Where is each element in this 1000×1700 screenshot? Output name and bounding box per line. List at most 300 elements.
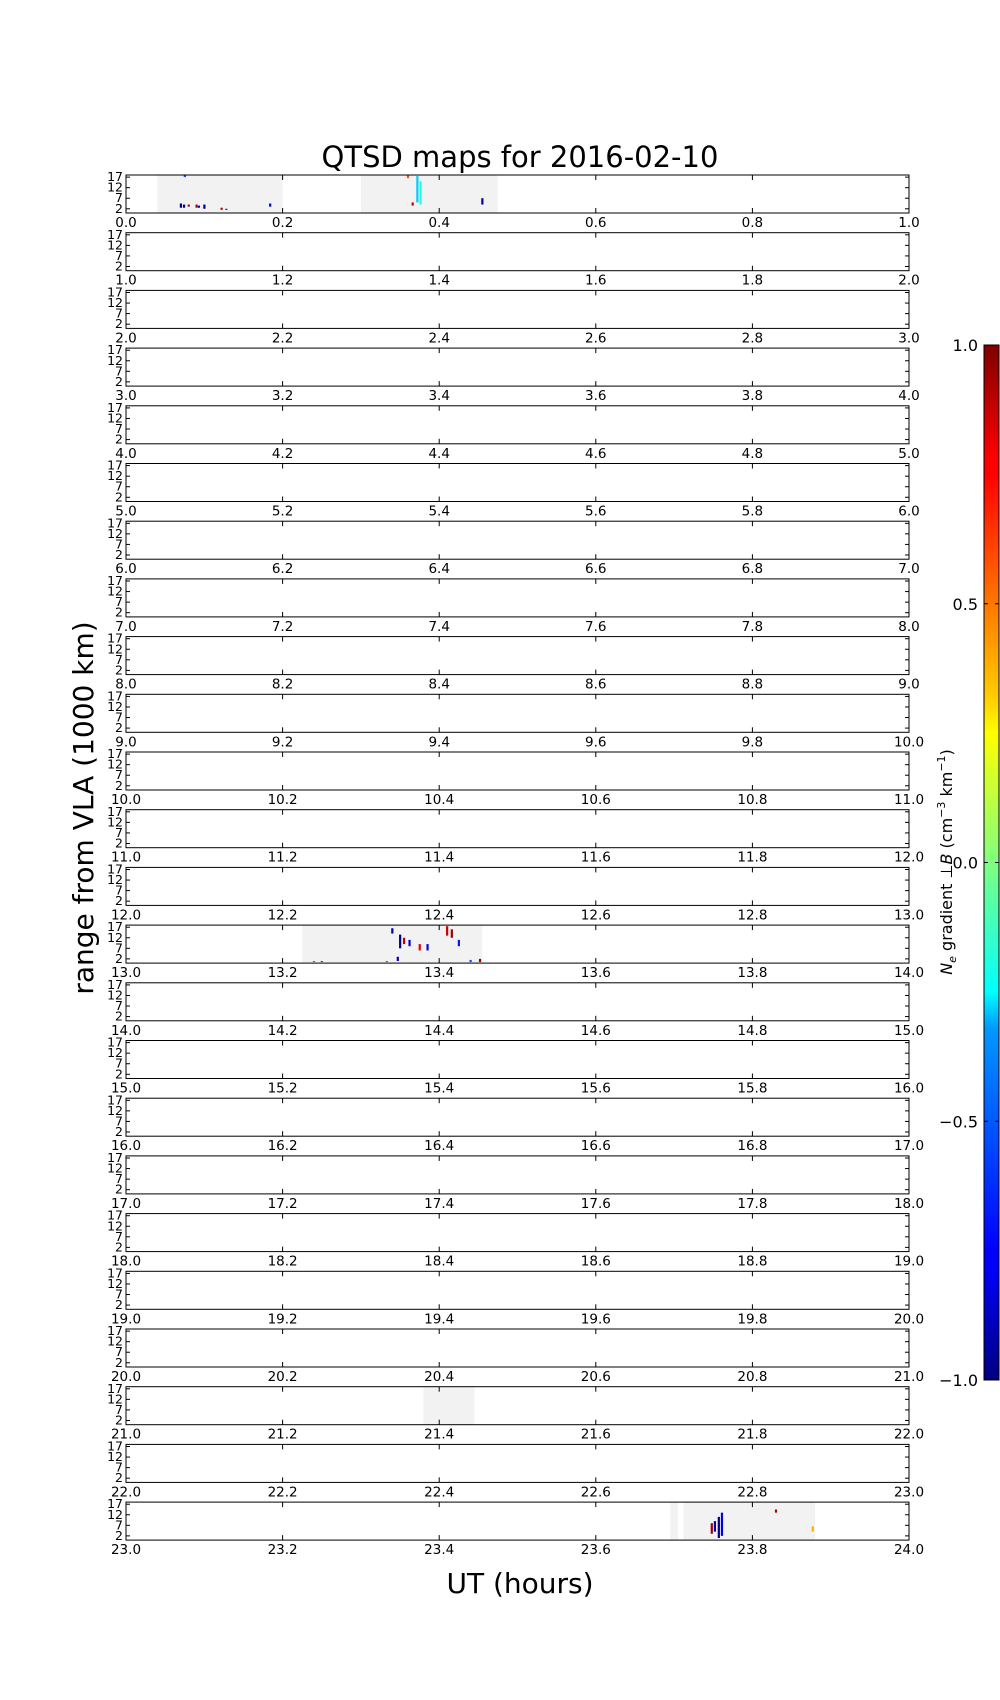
data-feature <box>180 204 182 208</box>
x-tick-label: 4.2 <box>271 445 294 462</box>
data-feature <box>386 961 388 962</box>
data-feature <box>458 940 460 946</box>
x-tick-label: 0.2 <box>271 215 294 231</box>
y-tick-label: 17 <box>107 1092 123 1108</box>
y-tick-label: 7 <box>115 594 123 610</box>
y-tick-label: 7 <box>115 998 123 1014</box>
x-tick-label: 8.0 <box>115 676 137 693</box>
data-feature <box>195 205 197 208</box>
x-tick-label: 22.6 <box>580 1484 611 1501</box>
panel-frame <box>126 1214 909 1252</box>
x-tick-label: 2.2 <box>271 330 294 347</box>
y-tick-label: 12 <box>107 352 123 368</box>
y-tick-label: 12 <box>107 814 123 830</box>
x-tick-label: 2.0 <box>898 272 920 289</box>
panel-frame <box>126 637 909 675</box>
x-tick-label: 21.8 <box>737 1426 768 1443</box>
data-feature <box>718 1517 720 1538</box>
x-tick-label: 20.0 <box>110 1369 142 1385</box>
data-feature <box>198 206 200 208</box>
x-tick-label: 3.2 <box>271 388 294 405</box>
x-tick-label: 19.0 <box>893 1253 925 1270</box>
panel-14 <box>107 977 924 1039</box>
y-tick-label: 12 <box>107 929 123 945</box>
x-tick-label: 14.0 <box>110 1022 142 1039</box>
data-feature <box>188 205 190 207</box>
x-tick-label: 14.4 <box>424 1022 455 1039</box>
panel-13 <box>107 919 924 981</box>
x-tick-label: 15.4 <box>424 1080 455 1097</box>
y-tick-label: 7 <box>115 363 123 379</box>
x-tick-label: 1.4 <box>428 272 450 289</box>
x-tick-label: 18.0 <box>110 1253 142 1270</box>
x-tick-label: 24.0 <box>893 1542 925 1559</box>
x-tick-label: 15.8 <box>737 1080 768 1097</box>
x-tick-label: 9.8 <box>741 734 764 751</box>
data-feature <box>419 944 421 950</box>
panel-frame <box>126 867 909 905</box>
data-feature <box>812 1526 814 1531</box>
y-tick-label: 17 <box>107 226 123 242</box>
x-tick-label: 11.8 <box>737 849 768 866</box>
data-feature <box>711 1523 713 1534</box>
x-tick-label: 4.8 <box>741 445 764 462</box>
x-tick-label: 18.0 <box>893 1195 925 1212</box>
x-tick-label: 18.4 <box>424 1253 455 1270</box>
x-tick-label: 8.8 <box>741 676 764 693</box>
x-tick-label: 16.2 <box>267 1138 298 1155</box>
x-tick-label: 6.2 <box>271 561 294 578</box>
y-tick-label: 2 <box>115 720 123 736</box>
x-tick-label: 21.0 <box>110 1426 142 1443</box>
x-tick-label: 6.6 <box>585 561 607 578</box>
y-tick-label: 2 <box>115 546 123 562</box>
x-tick-label: 7.2 <box>271 618 294 635</box>
y-tick-label: 7 <box>115 478 123 494</box>
y-tick-label: 7 <box>115 421 123 437</box>
panel-4 <box>107 400 920 462</box>
y-tick-label: 17 <box>107 169 123 185</box>
y-tick-label: 12 <box>107 179 123 195</box>
y-tick-label: 17 <box>107 1380 123 1396</box>
panel-17 <box>107 1150 924 1212</box>
colorbar-tick-label: 0.0 <box>952 853 978 873</box>
x-tick-label: 19.6 <box>580 1311 611 1328</box>
x-tick-label: 5.8 <box>741 503 764 520</box>
y-tick-label: 2 <box>115 1239 123 1255</box>
x-tick-label: 23.2 <box>267 1542 298 1559</box>
x-tick-label: 11.6 <box>580 849 611 866</box>
y-tick-label: 2 <box>115 1123 123 1139</box>
x-tick-label: 15.0 <box>110 1080 142 1097</box>
y-tick-label: 12 <box>107 468 123 484</box>
data-feature <box>269 204 271 207</box>
panel-1 <box>107 227 920 289</box>
x-tick-label: 18.2 <box>267 1253 298 1270</box>
y-tick-label: 7 <box>115 247 123 263</box>
panel-7 <box>107 573 920 635</box>
data-feature <box>225 209 227 210</box>
data-feature <box>408 940 410 946</box>
y-tick-label: 17 <box>107 515 123 531</box>
x-tick-label: 3.0 <box>115 388 137 405</box>
x-tick-label: 10.4 <box>424 792 455 808</box>
x-tick-label: 9.6 <box>585 734 607 751</box>
y-tick-label: 7 <box>115 190 123 206</box>
y-tick-label: 17 <box>107 919 123 935</box>
y-tick-label: 2 <box>115 777 123 793</box>
data-feature <box>419 181 421 204</box>
y-tick-label: 17 <box>107 976 123 992</box>
x-tick-label: 20.2 <box>267 1369 298 1385</box>
x-tick-label: 19.8 <box>737 1311 768 1328</box>
panel-frame <box>126 925 909 963</box>
x-tick-label: 2.6 <box>585 330 607 347</box>
panel-15 <box>107 1035 924 1097</box>
y-tick-label: 17 <box>107 342 123 358</box>
panel-19 <box>107 1265 924 1327</box>
x-tick-label: 0.4 <box>428 215 450 231</box>
y-tick-label: 2 <box>115 431 123 447</box>
x-tick-label: 3.8 <box>741 388 764 405</box>
y-tick-label: 2 <box>115 316 123 332</box>
x-tick-label: 10.2 <box>267 792 298 808</box>
chart-title: QTSD maps for 2016-02-10 <box>321 140 719 174</box>
x-tick-label: 9.4 <box>428 734 450 751</box>
y-tick-label: 7 <box>115 1171 123 1187</box>
x-tick-label: 18.8 <box>737 1253 768 1270</box>
y-tick-label: 12 <box>107 1449 123 1465</box>
x-tick-label: 6.8 <box>741 561 764 578</box>
x-tick-label: 1.2 <box>271 272 294 289</box>
panel-frame <box>126 1098 909 1136</box>
x-tick-label: 8.0 <box>898 618 920 635</box>
y-tick-label: 7 <box>115 1459 123 1475</box>
y-tick-label: 7 <box>115 767 123 783</box>
y-tick-label: 12 <box>107 1045 123 1061</box>
x-tick-label: 10.6 <box>580 792 611 808</box>
coverage-block <box>157 175 282 213</box>
data-feature <box>479 959 481 962</box>
x-tick-label: 2.4 <box>428 330 450 347</box>
y-tick-label: 2 <box>115 1181 123 1197</box>
panel-6 <box>107 515 920 577</box>
x-tick-label: 16.4 <box>424 1138 455 1155</box>
data-feature <box>481 198 483 204</box>
x-tick-label: 12.2 <box>267 907 298 924</box>
y-tick-label: 2 <box>115 200 123 216</box>
x-tick-label: 12.0 <box>110 907 142 924</box>
panel-frame <box>126 752 909 790</box>
x-tick-label: 9.0 <box>115 734 137 751</box>
x-tick-label: 6.0 <box>115 561 137 578</box>
data-feature <box>416 176 418 202</box>
x-tick-label: 4.4 <box>428 445 450 462</box>
x-tick-label: 17.4 <box>424 1195 455 1212</box>
y-tick-label: 12 <box>107 1160 123 1176</box>
x-tick-label: 7.6 <box>585 618 607 635</box>
x-tick-label: 0.6 <box>585 215 607 231</box>
x-tick-label: 12.6 <box>580 907 611 924</box>
panel-frame <box>126 983 909 1021</box>
y-tick-label: 12 <box>107 237 123 253</box>
y-tick-label: 12 <box>107 1391 123 1407</box>
panel-frame <box>126 1444 909 1482</box>
y-tick-label: 7 <box>115 1286 123 1302</box>
data-feature <box>183 205 185 208</box>
x-tick-label: 21.2 <box>267 1426 298 1443</box>
x-tick-label: 23.8 <box>737 1542 768 1559</box>
y-tick-label: 2 <box>115 1008 123 1024</box>
y-tick-label: 7 <box>115 1517 123 1533</box>
colorbar-tick-label: −1.0 <box>939 1371 978 1390</box>
x-tick-label: 13.4 <box>424 965 455 982</box>
x-tick-label: 13.6 <box>580 965 611 982</box>
y-tick-label: 2 <box>115 604 123 620</box>
panel-12 <box>107 862 924 924</box>
panel-22 <box>107 1439 924 1501</box>
y-tick-label: 17 <box>107 1496 123 1512</box>
x-tick-label: 19.4 <box>424 1311 455 1328</box>
x-tick-label: 15.6 <box>580 1080 611 1097</box>
y-tick-label: 12 <box>107 987 123 1003</box>
y-tick-label: 12 <box>107 872 123 888</box>
panel-frame <box>126 1156 909 1194</box>
x-tick-label: 2.0 <box>115 330 137 347</box>
y-tick-label: 2 <box>115 1470 123 1486</box>
y-tick-label: 17 <box>107 573 123 589</box>
colorbar-tick-label: 0.5 <box>952 594 978 614</box>
y-tick-label: 17 <box>107 1150 123 1166</box>
y-tick-label: 17 <box>107 861 123 877</box>
x-tick-label: 2.8 <box>741 330 764 347</box>
x-tick-label: 8.4 <box>428 676 450 693</box>
data-feature <box>397 957 399 961</box>
x-axis-label: UT (hours) <box>446 1567 594 1600</box>
x-tick-label: 11.2 <box>267 849 298 866</box>
panel-9 <box>107 688 924 750</box>
y-tick-label: 7 <box>115 651 123 667</box>
x-tick-label: 17.6 <box>580 1195 611 1212</box>
x-tick-label: 3.0 <box>898 330 920 347</box>
y-tick-label: 17 <box>107 688 123 704</box>
y-tick-label: 17 <box>107 630 123 646</box>
x-tick-label: 14.2 <box>267 1022 298 1039</box>
panel-3 <box>107 342 920 404</box>
colorbar-tick-label: 1.0 <box>952 336 978 355</box>
data-feature <box>403 938 405 944</box>
y-tick-label: 2 <box>115 1066 123 1082</box>
y-tick-label: 12 <box>107 1102 123 1118</box>
x-tick-label: 13.2 <box>267 965 298 982</box>
y-tick-label: 12 <box>107 1218 123 1234</box>
y-axis-label: range from VLA (1000 km) <box>67 621 100 995</box>
x-tick-label: 20.4 <box>424 1369 455 1385</box>
panel-frame <box>126 464 909 502</box>
colorbar <box>935 336 999 1390</box>
x-tick-label: 5.0 <box>898 445 920 462</box>
data-feature <box>470 960 472 962</box>
x-tick-label: 10.0 <box>893 734 925 751</box>
x-tick-label: 5.4 <box>428 503 450 520</box>
data-feature <box>407 175 409 178</box>
x-tick-label: 21.4 <box>424 1426 455 1443</box>
x-tick-label: 5.0 <box>115 503 137 520</box>
y-tick-label: 17 <box>107 399 123 415</box>
panel-2 <box>107 285 920 347</box>
x-tick-label: 12.0 <box>893 849 925 866</box>
data-feature <box>714 1521 716 1532</box>
x-tick-label: 9.2 <box>271 734 294 751</box>
y-tick-label: 17 <box>107 457 123 473</box>
colorbar-label: $N_e$ gradient ⊥B ($cm^{-3}$ $km^{-1}$) <box>935 749 959 975</box>
y-tick-label: 7 <box>115 1401 123 1417</box>
x-tick-label: 14.0 <box>893 965 925 982</box>
x-tick-label: 3.6 <box>585 388 607 405</box>
panel-frame <box>126 406 909 444</box>
x-tick-label: 4.0 <box>115 445 137 462</box>
x-tick-label: 17.0 <box>110 1195 142 1212</box>
x-tick-label: 14.6 <box>580 1022 611 1039</box>
x-tick-label: 5.2 <box>271 503 294 520</box>
x-tick-label: 19.0 <box>110 1311 142 1328</box>
colorbar-tick-label: −0.5 <box>939 1112 978 1132</box>
x-tick-label: 19.2 <box>267 1311 298 1328</box>
x-tick-label: 13.8 <box>737 965 768 982</box>
x-tick-label: 4.0 <box>898 388 920 405</box>
x-tick-label: 0.0 <box>115 215 137 231</box>
panel-18 <box>107 1208 924 1270</box>
x-tick-label: 5.6 <box>585 503 607 520</box>
x-tick-label: 16.6 <box>580 1138 611 1155</box>
data-feature <box>221 208 223 210</box>
x-tick-label: 7.0 <box>898 561 920 578</box>
x-tick-label: 20.6 <box>580 1369 611 1385</box>
y-tick-label: 12 <box>107 641 123 657</box>
x-tick-label: 17.8 <box>737 1195 768 1212</box>
panel-23 <box>107 1496 924 1558</box>
x-tick-label: 8.6 <box>585 676 607 693</box>
y-tick-label: 17 <box>107 803 123 819</box>
x-tick-label: 11.4 <box>424 849 455 866</box>
x-tick-label: 21.6 <box>580 1426 611 1443</box>
y-tick-label: 17 <box>107 1323 123 1339</box>
y-tick-label: 2 <box>115 489 123 505</box>
x-tick-label: 7.4 <box>428 618 450 635</box>
data-feature <box>399 935 401 949</box>
x-tick-label: 7.0 <box>115 618 137 635</box>
panel-frame <box>126 1041 909 1079</box>
y-tick-label: 2 <box>115 950 123 966</box>
data-feature <box>391 928 393 933</box>
panel-frame <box>126 233 909 271</box>
panel-5 <box>107 458 920 520</box>
y-tick-label: 7 <box>115 940 123 956</box>
panel-frame <box>126 521 909 559</box>
x-tick-label: 6.0 <box>898 503 920 520</box>
x-tick-label: 22.4 <box>424 1484 455 1501</box>
y-tick-label: 7 <box>115 1055 123 1071</box>
y-tick-label: 7 <box>115 1228 123 1244</box>
x-tick-label: 15.2 <box>267 1080 298 1097</box>
data-feature <box>721 1513 723 1536</box>
data-feature <box>446 926 448 936</box>
coverage-block <box>424 1387 475 1425</box>
x-tick-label: 20.0 <box>893 1311 925 1328</box>
x-tick-label: 23.0 <box>893 1484 925 1501</box>
x-tick-label: 8.2 <box>271 676 294 693</box>
x-tick-label: 10.8 <box>737 792 768 808</box>
panel-frame <box>126 810 909 848</box>
x-tick-label: 17.2 <box>267 1195 298 1212</box>
panel-0 <box>107 169 920 231</box>
panel-16 <box>107 1092 924 1154</box>
x-tick-label: 3.4 <box>428 388 450 405</box>
x-tick-label: 1.8 <box>741 272 764 289</box>
y-tick-label: 17 <box>107 746 123 762</box>
y-tick-label: 12 <box>107 1506 123 1522</box>
x-tick-label: 4.6 <box>585 445 607 462</box>
y-tick-label: 12 <box>107 1333 123 1349</box>
panels-group <box>107 169 924 1558</box>
data-feature <box>321 961 323 962</box>
y-tick-label: 12 <box>107 756 123 772</box>
y-tick-label: 12 <box>107 698 123 714</box>
y-tick-label: 7 <box>115 709 123 725</box>
panel-11 <box>107 804 924 866</box>
y-tick-label: 7 <box>115 824 123 840</box>
y-tick-label: 17 <box>107 1265 123 1281</box>
panel-frame <box>126 1271 909 1309</box>
y-tick-label: 2 <box>115 258 123 274</box>
x-tick-label: 11.0 <box>893 792 925 808</box>
y-tick-label: 7 <box>115 536 123 552</box>
y-tick-label: 17 <box>107 284 123 300</box>
x-tick-label: 22.0 <box>893 1426 925 1443</box>
x-tick-label: 12.4 <box>424 907 455 924</box>
panel-frame <box>126 348 909 386</box>
data-feature <box>203 205 205 209</box>
y-tick-label: 7 <box>115 1344 123 1360</box>
panel-8 <box>107 631 920 693</box>
panel-frame <box>126 1329 909 1367</box>
coverage-block <box>361 175 498 213</box>
x-tick-label: 22.2 <box>267 1484 298 1501</box>
y-tick-label: 17 <box>107 1207 123 1223</box>
x-tick-label: 15.0 <box>893 1022 925 1039</box>
y-tick-label: 2 <box>115 662 123 678</box>
panel-frame <box>126 579 909 617</box>
y-tick-label: 2 <box>115 1297 123 1313</box>
y-tick-label: 12 <box>107 295 123 311</box>
x-tick-label: 22.8 <box>737 1484 768 1501</box>
x-tick-label: 6.4 <box>428 561 450 578</box>
y-tick-label: 2 <box>115 893 123 909</box>
coverage-block <box>683 1502 815 1540</box>
x-tick-label: 16.0 <box>110 1138 142 1155</box>
panel-21 <box>107 1381 924 1443</box>
y-tick-label: 12 <box>107 410 123 426</box>
x-tick-label: 1.0 <box>115 272 137 289</box>
y-tick-label: 2 <box>115 373 123 389</box>
panel-frame <box>126 290 909 328</box>
x-tick-label: 23.6 <box>580 1542 611 1559</box>
data-feature <box>412 202 414 205</box>
x-tick-label: 18.6 <box>580 1253 611 1270</box>
y-tick-label: 7 <box>115 305 123 321</box>
x-tick-label: 14.8 <box>737 1022 768 1039</box>
y-tick-label: 12 <box>107 1275 123 1291</box>
